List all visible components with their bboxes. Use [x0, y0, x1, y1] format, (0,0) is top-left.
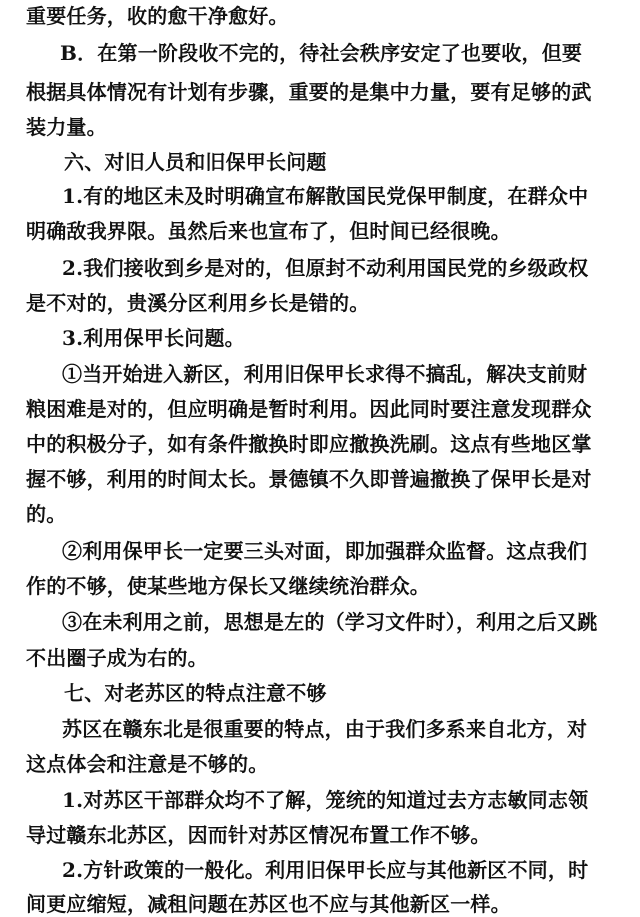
text-line: 根据具体情况有计划有步骤，重要的是集中力量，要有足够的武: [26, 80, 592, 104]
text-line: 2.我们接收到乡是对的，但原封不动利用国民党的乡级政权: [62, 256, 589, 280]
section-heading-7: 七、对老苏区的特点注意不够: [64, 681, 327, 705]
text-line: 3.利用保甲长问题。: [62, 326, 245, 350]
section-heading-6: 六、对旧人员和旧保甲长问题: [64, 150, 327, 174]
text-line: 2.方针政策的一般化。利用旧保甲长应与其他新区不同，时: [62, 858, 589, 882]
text-line: 粮困难是对的，但应明确是暂时利用。因此同时要注意发现群众: [26, 397, 592, 421]
text-line: ②利用保甲长一定要三头对面，即加强群众监督。这点我们: [62, 539, 588, 563]
text-line: 这点体会和注意是不够的。: [26, 752, 269, 776]
text-line: ①当开始进入新区，利用旧保甲长求得不搞乱，解决支前财: [62, 362, 588, 386]
text-line: 1.对苏区干部群众均不了解，笼统的知道过去方志敏同志领: [62, 788, 589, 812]
text-line: 明确敌我界限。虽然后来也宣布了，但时间已经很晚。: [26, 219, 511, 243]
text-line: 重要任务，收的愈干净愈好。: [26, 4, 289, 28]
text-line: 中的积极分子，如有条件撤换时即应撤换洗刷。这点有些地区掌: [26, 432, 592, 456]
text-line: 装力量。: [26, 115, 107, 139]
text-line: 握不够，利用的时间太长。景德镇不久即普遍撤换了保甲长是对: [26, 467, 592, 491]
text-line: 导过赣东北苏区，因而针对苏区情况布置工作不够。: [26, 823, 491, 847]
text-line: 间更应缩短，减租问题在苏区也不应与其他新区一样。: [26, 892, 511, 916]
text-line: 苏区在赣东北是很重要的特点，由于我们多系来自北方，对: [62, 717, 588, 741]
text-line: 1.有的地区未及时明确宣布解散国民党保甲制度，在群众中: [62, 184, 589, 208]
text-line: 的。: [26, 502, 67, 526]
text-line: 作的不够，使某些地方保长又继续统治群众。: [26, 574, 430, 598]
text-line: ③在未利用之前，思想是左的（学习文件时），利用之后又跳: [62, 610, 598, 634]
text-line: B．在第一阶段收不完的，待社会秩序安定了也要收，但要: [60, 41, 583, 65]
text-line: 不出圈子成为右的。: [26, 646, 208, 670]
text-line: 是不对的，贵溪分区利用乡长是错的。: [26, 291, 370, 315]
